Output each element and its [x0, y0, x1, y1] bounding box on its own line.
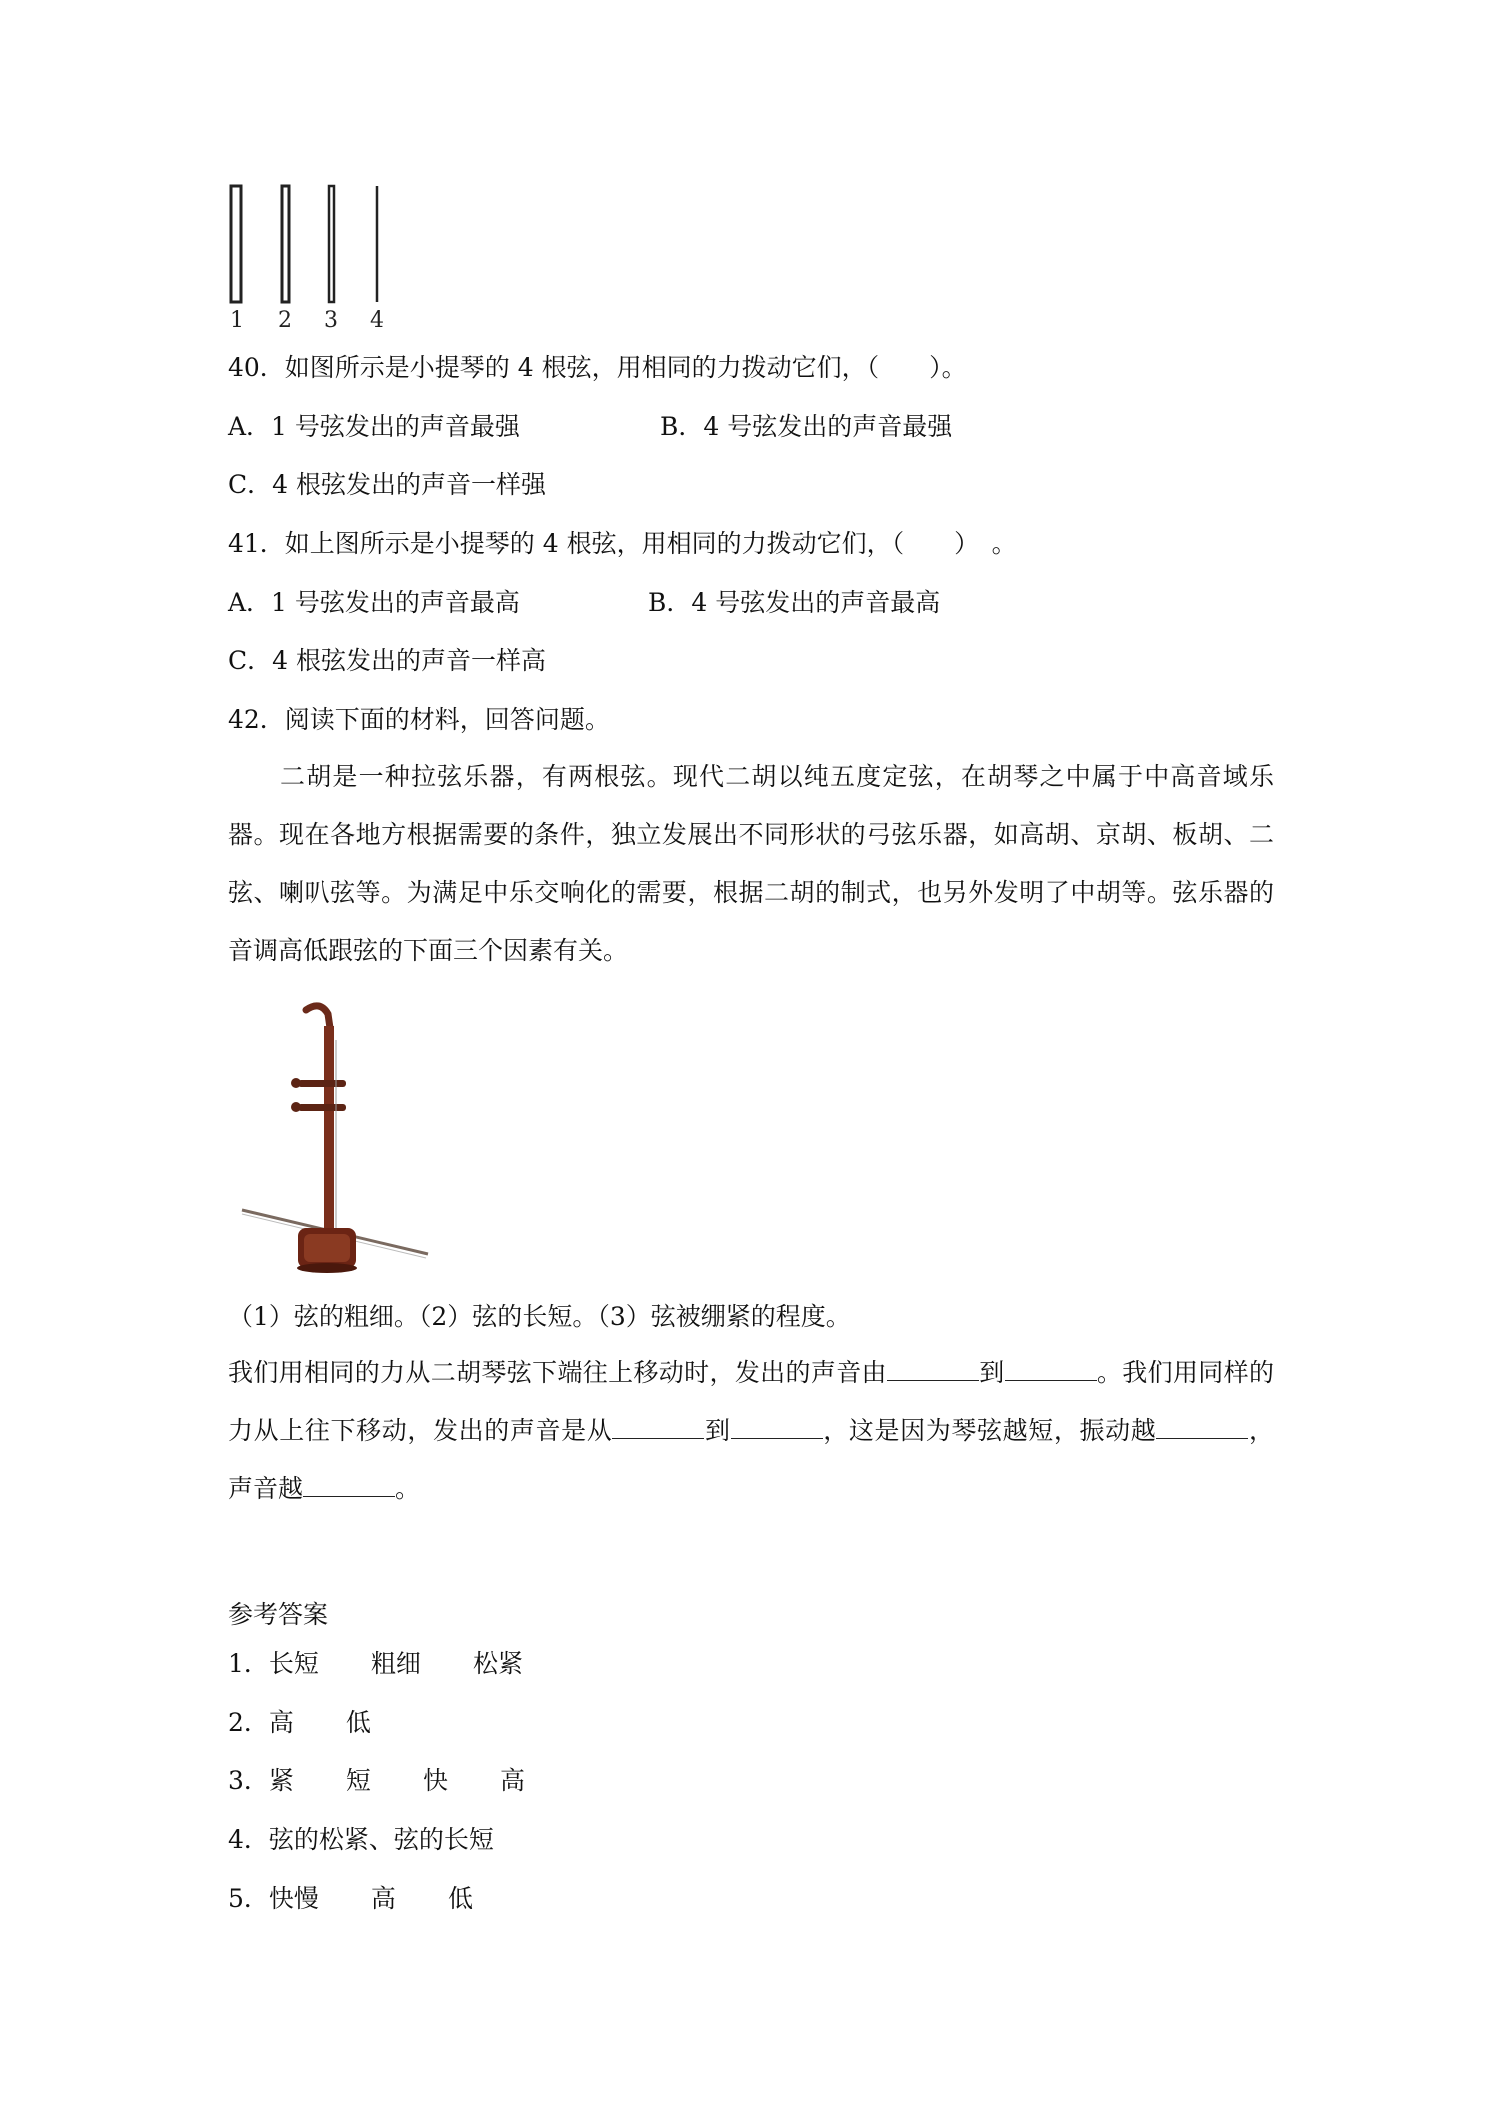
answer-blank-3[interactable] — [612, 1412, 704, 1439]
answer-item: 弦的松紧、弦的长短 — [268, 1825, 494, 1854]
answer-item: 粗细 — [370, 1649, 421, 1678]
answers-title: 参考答案 — [228, 1600, 329, 1629]
answer-num: 5． — [228, 1884, 269, 1913]
answer-item: 快慢 — [268, 1884, 319, 1913]
string-label-4: 4 — [370, 308, 384, 332]
answer-blank-1[interactable] — [887, 1354, 979, 1381]
q40-option-c: C．4 根弦发出的声音一样强 — [228, 470, 546, 499]
string-3 — [329, 186, 334, 302]
fill-text-1: 我们用相同的力从二胡琴弦下端往上移动时，发出的声音由 — [228, 1358, 887, 1387]
fill-text-6: ，声音越 — [228, 1416, 1274, 1503]
string-2 — [282, 186, 289, 302]
answer-blank-2[interactable] — [1005, 1354, 1097, 1381]
string-label-1: 1 — [230, 308, 244, 332]
q41-option-c: C．4 根弦发出的声音一样高 — [228, 646, 546, 675]
violin-strings-figure — [222, 180, 402, 332]
q41-stem: 41．如上图所示是小提琴的 4 根弦，用相同的力拨动它们，（ ） 。 — [228, 529, 1017, 558]
answer-item: 短 — [345, 1766, 371, 1795]
q40-stem: 40．如图所示是小提琴的 4 根弦，用相同的力拨动它们，（ ）。 — [228, 353, 967, 382]
fill-text-4: 到 — [704, 1416, 731, 1445]
answer-blank-5[interactable] — [1156, 1412, 1248, 1439]
q41-option-b: B．4 号弦发出的声音最高 — [648, 588, 941, 617]
fill-text-5: ，这是因为琴弦越短，振动越 — [822, 1416, 1157, 1445]
erhu-figure — [236, 1000, 436, 1280]
answer-item: 紧 — [268, 1766, 294, 1795]
answer-item: 低 — [447, 1884, 473, 1913]
q40-option-b: B．4 号弦发出的声音最强 — [660, 412, 953, 441]
answer-item: 快 — [422, 1766, 448, 1795]
answer-item: 低 — [345, 1708, 371, 1737]
answer-item: 高 — [499, 1766, 525, 1795]
answer-num: 4． — [228, 1825, 269, 1854]
q41-option-a: A．1 号弦发出的声音最高 — [228, 588, 520, 617]
q40-option-a: A．1 号弦发出的声音最强 — [228, 412, 520, 441]
q42-factors: （1）弦的粗细。（2）弦的长短。（3）弦被绷紧的程度。 — [228, 1302, 851, 1331]
answer-row-2 — [228, 1706, 371, 1740]
answer-item: 高 — [370, 1884, 396, 1913]
q42-passage: 二胡是一种拉弦乐器，有两根弦。现代二胡以纯五度定弦，在胡琴之中属于中高音域乐器。现在各地方根据需要的条件，独立发展出不同形状的弓弦乐器，如高胡、京胡、板胡、二弦、喇叭弦等。为满足中乐交响化的需要，根据二胡的制式，也另外发明了中胡等。弦乐器的音调高低跟弦的下面三个因素有关。 — [228, 762, 1274, 965]
answer-row-3 — [228, 1764, 525, 1798]
answer-item: 松紧 — [472, 1649, 523, 1678]
fill-text-2: 到 — [978, 1358, 1005, 1387]
fill-text-3: 。我们用同样的力从上往下移动，发出的声音是从 — [228, 1358, 1274, 1445]
string-1 — [231, 186, 241, 302]
answer-row-1 — [228, 1647, 523, 1681]
answer-item: 高 — [268, 1708, 294, 1737]
answer-row-4 — [228, 1823, 494, 1857]
answer-item: 长短 — [268, 1649, 319, 1678]
answer-num: 1． — [228, 1649, 269, 1678]
fill-text-7: 。 — [395, 1474, 421, 1503]
q42-stem: 42．阅读下面的材料，回答问题。 — [228, 705, 610, 734]
q42-fill-in — [228, 1344, 1274, 1518]
answer-row-5 — [228, 1882, 473, 1916]
answer-blank-6[interactable] — [303, 1470, 395, 1497]
string-label-2: 2 — [278, 308, 292, 332]
answer-blank-4[interactable] — [731, 1412, 823, 1439]
answer-num: 3． — [228, 1766, 269, 1795]
string-label-3: 3 — [324, 308, 338, 332]
answer-num: 2． — [228, 1708, 269, 1737]
